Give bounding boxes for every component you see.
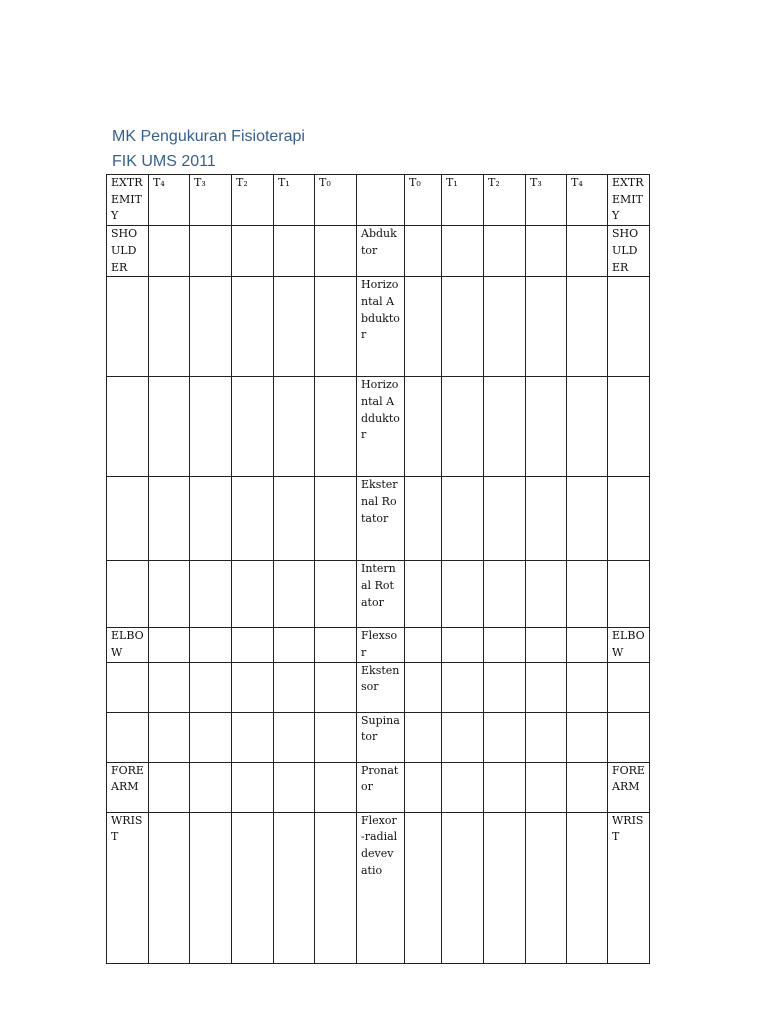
header-movement <box>357 175 405 226</box>
score-cell-left[interactable] <box>149 277 190 377</box>
score-cell-left[interactable] <box>315 812 357 963</box>
extremity-cell-left <box>107 662 149 712</box>
score-cell-left[interactable] <box>232 812 274 963</box>
score-cell-left[interactable] <box>315 712 357 762</box>
score-cell-right[interactable] <box>567 277 608 377</box>
score-cell-left[interactable] <box>274 277 315 377</box>
score-cell-right[interactable] <box>526 812 567 963</box>
score-cell-right[interactable] <box>526 628 567 662</box>
score-cell-right[interactable] <box>567 477 608 561</box>
extremity-cell-right <box>608 477 650 561</box>
score-cell-left[interactable] <box>149 377 190 477</box>
extremity-cell-left <box>107 712 149 762</box>
score-cell-right[interactable] <box>526 712 567 762</box>
extremity-cell-left: WRIST <box>107 812 149 963</box>
header-row <box>107 175 650 226</box>
score-cell-left[interactable] <box>315 561 357 628</box>
header-t2-left: T₂ <box>232 175 274 226</box>
score-cell-left[interactable] <box>232 226 274 277</box>
table-row <box>107 477 650 561</box>
score-cell-right[interactable] <box>526 226 567 277</box>
score-cell-left[interactable] <box>190 277 232 377</box>
extremity-cell-left <box>107 477 149 561</box>
extremity-cell-left: ELBOW <box>107 628 149 662</box>
header-t0-right: T₀ <box>405 175 442 226</box>
score-cell-left[interactable] <box>149 762 190 812</box>
score-cell-left[interactable] <box>274 628 315 662</box>
score-cell-right[interactable] <box>567 628 608 662</box>
score-cell-left[interactable] <box>232 628 274 662</box>
score-cell-left[interactable] <box>149 712 190 762</box>
score-cell-left[interactable] <box>190 762 232 812</box>
score-cell-right[interactable] <box>405 561 442 628</box>
score-cell-left[interactable] <box>315 762 357 812</box>
header-t0-left: T₀ <box>315 175 357 226</box>
table-row <box>107 762 650 812</box>
score-cell-right[interactable] <box>405 226 442 277</box>
score-cell-right[interactable] <box>484 762 526 812</box>
movement-cell: Abduktor <box>357 226 405 277</box>
score-cell-right[interactable] <box>405 662 442 712</box>
movement-cell: Supinator <box>357 712 405 762</box>
score-cell-right[interactable] <box>526 662 567 712</box>
score-cell-right[interactable] <box>405 377 442 477</box>
extremity-cell-right <box>608 712 650 762</box>
score-cell-right[interactable] <box>405 277 442 377</box>
header-extremity-right: EXTREMITY <box>608 175 650 226</box>
movement-cell: Horizontal Adduktor <box>357 377 405 477</box>
score-cell-left[interactable] <box>149 226 190 277</box>
faculty-year-title: FIK UMS 2011 <box>112 153 216 170</box>
score-cell-right[interactable] <box>484 277 526 377</box>
movement-cell: Pronator <box>357 762 405 812</box>
score-cell-right[interactable] <box>567 712 608 762</box>
table-row <box>107 812 650 963</box>
extremity-cell-left: FOREARM <box>107 762 149 812</box>
score-cell-left[interactable] <box>315 377 357 477</box>
measurement-table <box>106 174 650 964</box>
score-cell-left[interactable] <box>274 226 315 277</box>
extremity-cell-right: FOREARM <box>608 762 650 812</box>
score-cell-left[interactable] <box>274 812 315 963</box>
score-cell-right[interactable] <box>526 561 567 628</box>
extremity-cell-left <box>107 377 149 477</box>
score-cell-left[interactable] <box>274 662 315 712</box>
score-cell-left[interactable] <box>232 712 274 762</box>
extremity-cell-right <box>608 561 650 628</box>
header-t2-right: T₂ <box>484 175 526 226</box>
movement-cell: Flexor-radial devevatio <box>357 812 405 963</box>
extremity-cell-left: SHOULDER <box>107 226 149 277</box>
movement-cell: Internal Rotator <box>357 561 405 628</box>
header-t1-left: T₁ <box>274 175 315 226</box>
score-cell-left[interactable] <box>149 812 190 963</box>
score-cell-right[interactable] <box>484 226 526 277</box>
score-cell-right[interactable] <box>484 477 526 561</box>
table-row <box>107 662 650 712</box>
score-cell-left[interactable] <box>232 277 274 377</box>
score-cell-left[interactable] <box>190 812 232 963</box>
score-cell-left[interactable] <box>190 377 232 477</box>
score-cell-right[interactable] <box>567 762 608 812</box>
score-cell-left[interactable] <box>190 662 232 712</box>
score-cell-left[interactable] <box>274 762 315 812</box>
score-cell-right[interactable] <box>442 277 484 377</box>
table-row <box>107 277 650 377</box>
measurement-sheet <box>106 174 650 964</box>
score-cell-right[interactable] <box>526 277 567 377</box>
header-t3-left: T₃ <box>190 175 232 226</box>
score-cell-right[interactable] <box>442 712 484 762</box>
score-cell-left[interactable] <box>274 561 315 628</box>
score-cell-left[interactable] <box>274 712 315 762</box>
score-cell-left[interactable] <box>232 662 274 712</box>
score-cell-right[interactable] <box>567 662 608 712</box>
score-cell-right[interactable] <box>442 762 484 812</box>
score-cell-left[interactable] <box>315 628 357 662</box>
movement-cell: Ekstensor <box>357 662 405 712</box>
table-row <box>107 226 650 277</box>
movement-cell: Horizontal Abduktor <box>357 277 405 377</box>
score-cell-right[interactable] <box>405 477 442 561</box>
score-cell-right[interactable] <box>405 812 442 963</box>
score-cell-right[interactable] <box>442 377 484 477</box>
extremity-cell-right <box>608 377 650 477</box>
score-cell-right[interactable] <box>442 561 484 628</box>
movement-cell: Flexsor <box>357 628 405 662</box>
score-cell-left[interactable] <box>232 377 274 477</box>
score-cell-left[interactable] <box>315 277 357 377</box>
table-row <box>107 561 650 628</box>
score-cell-right[interactable] <box>442 226 484 277</box>
header-t1-right: T₁ <box>442 175 484 226</box>
score-cell-right[interactable] <box>405 762 442 812</box>
score-cell-right[interactable] <box>567 226 608 277</box>
score-cell-left[interactable] <box>315 226 357 277</box>
table-row <box>107 712 650 762</box>
course-title: MK Pengukuran Fisioterapi <box>112 128 305 145</box>
score-cell-right[interactable] <box>526 762 567 812</box>
score-cell-right[interactable] <box>442 812 484 963</box>
score-cell-left[interactable] <box>190 561 232 628</box>
header-t3-right: T₃ <box>526 175 567 226</box>
extremity-cell-right: WRIST <box>608 812 650 963</box>
extremity-cell-left <box>107 561 149 628</box>
movement-cell: Eksternal Rotator <box>357 477 405 561</box>
score-cell-left[interactable] <box>232 561 274 628</box>
score-cell-left[interactable] <box>149 662 190 712</box>
score-cell-left[interactable] <box>315 662 357 712</box>
score-cell-right[interactable] <box>567 812 608 963</box>
score-cell-right[interactable] <box>526 377 567 477</box>
header-t4-left: T₄ <box>149 175 190 226</box>
score-cell-left[interactable] <box>190 477 232 561</box>
score-cell-right[interactable] <box>484 561 526 628</box>
score-cell-right[interactable] <box>405 628 442 662</box>
score-cell-left[interactable] <box>232 762 274 812</box>
score-cell-left[interactable] <box>190 628 232 662</box>
score-cell-right[interactable] <box>484 712 526 762</box>
score-cell-left[interactable] <box>315 477 357 561</box>
score-cell-left[interactable] <box>149 561 190 628</box>
score-cell-left[interactable] <box>149 628 190 662</box>
score-cell-left[interactable] <box>190 712 232 762</box>
score-cell-left[interactable] <box>190 226 232 277</box>
score-cell-left[interactable] <box>149 477 190 561</box>
header-t4-right: T₄ <box>567 175 608 226</box>
table-row <box>107 377 650 477</box>
table-row <box>107 628 650 662</box>
extremity-cell-left <box>107 277 149 377</box>
score-cell-right[interactable] <box>567 561 608 628</box>
extremity-cell-right: SHOULDER <box>608 226 650 277</box>
score-cell-left[interactable] <box>274 377 315 477</box>
score-cell-right[interactable] <box>442 662 484 712</box>
score-cell-right[interactable] <box>442 477 484 561</box>
score-cell-right[interactable] <box>484 377 526 477</box>
score-cell-right[interactable] <box>442 628 484 662</box>
score-cell-left[interactable] <box>274 477 315 561</box>
score-cell-left[interactable] <box>232 477 274 561</box>
score-cell-right[interactable] <box>484 812 526 963</box>
score-cell-right[interactable] <box>405 712 442 762</box>
header-extremity-left: EXTREMITY <box>107 175 149 226</box>
score-cell-right[interactable] <box>484 628 526 662</box>
score-cell-right[interactable] <box>484 662 526 712</box>
extremity-cell-right: ELBOW <box>608 628 650 662</box>
document-title-block <box>112 124 305 174</box>
score-cell-right[interactable] <box>526 477 567 561</box>
extremity-cell-right <box>608 277 650 377</box>
extremity-cell-right <box>608 662 650 712</box>
score-cell-right[interactable] <box>567 377 608 477</box>
